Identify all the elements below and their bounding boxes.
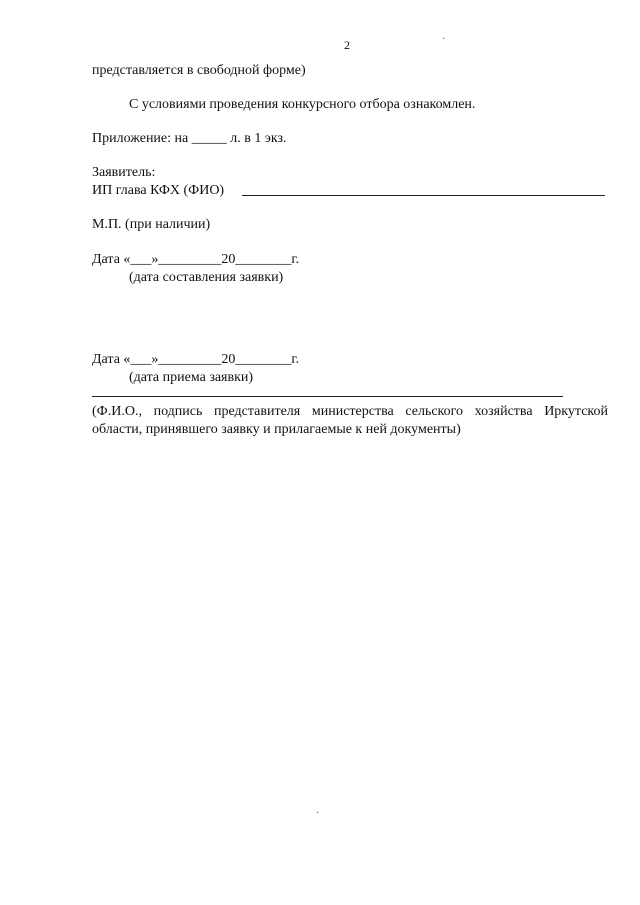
- signature-rule: [92, 396, 563, 397]
- page-number: 2: [344, 38, 350, 52]
- applicant-name-rule: [242, 195, 605, 196]
- applicant-name-label: ИП глава КФХ (ФИО): [92, 183, 225, 198]
- date-received-line: Дата «___»_________20________г.: [92, 352, 300, 367]
- signature-note: (Ф.И.О., подпись представителя министерства сельского хозяйства Иркутской области, принявшего заявку и прилагаемые к ней документы): [92, 404, 608, 437]
- seal-line: М.П. (при наличии): [92, 217, 211, 232]
- date-compiled-note: (дата составления заявки): [129, 270, 284, 285]
- applicant-label: Заявитель:: [92, 165, 156, 180]
- stray-mark: ·: [316, 808, 320, 819]
- date-compiled-line: Дата «___»_________20________г.: [92, 252, 300, 267]
- date-received-note: (дата приема заявки): [129, 370, 254, 385]
- free-form-line: представляется в свободной форме): [92, 63, 306, 78]
- attachment-line: Приложение: на _____ л. в 1 экз.: [92, 131, 287, 146]
- conditions-line: С условиями проведения конкурсного отбора ознакомлен.: [129, 97, 476, 112]
- stray-mark: ·: [442, 34, 446, 45]
